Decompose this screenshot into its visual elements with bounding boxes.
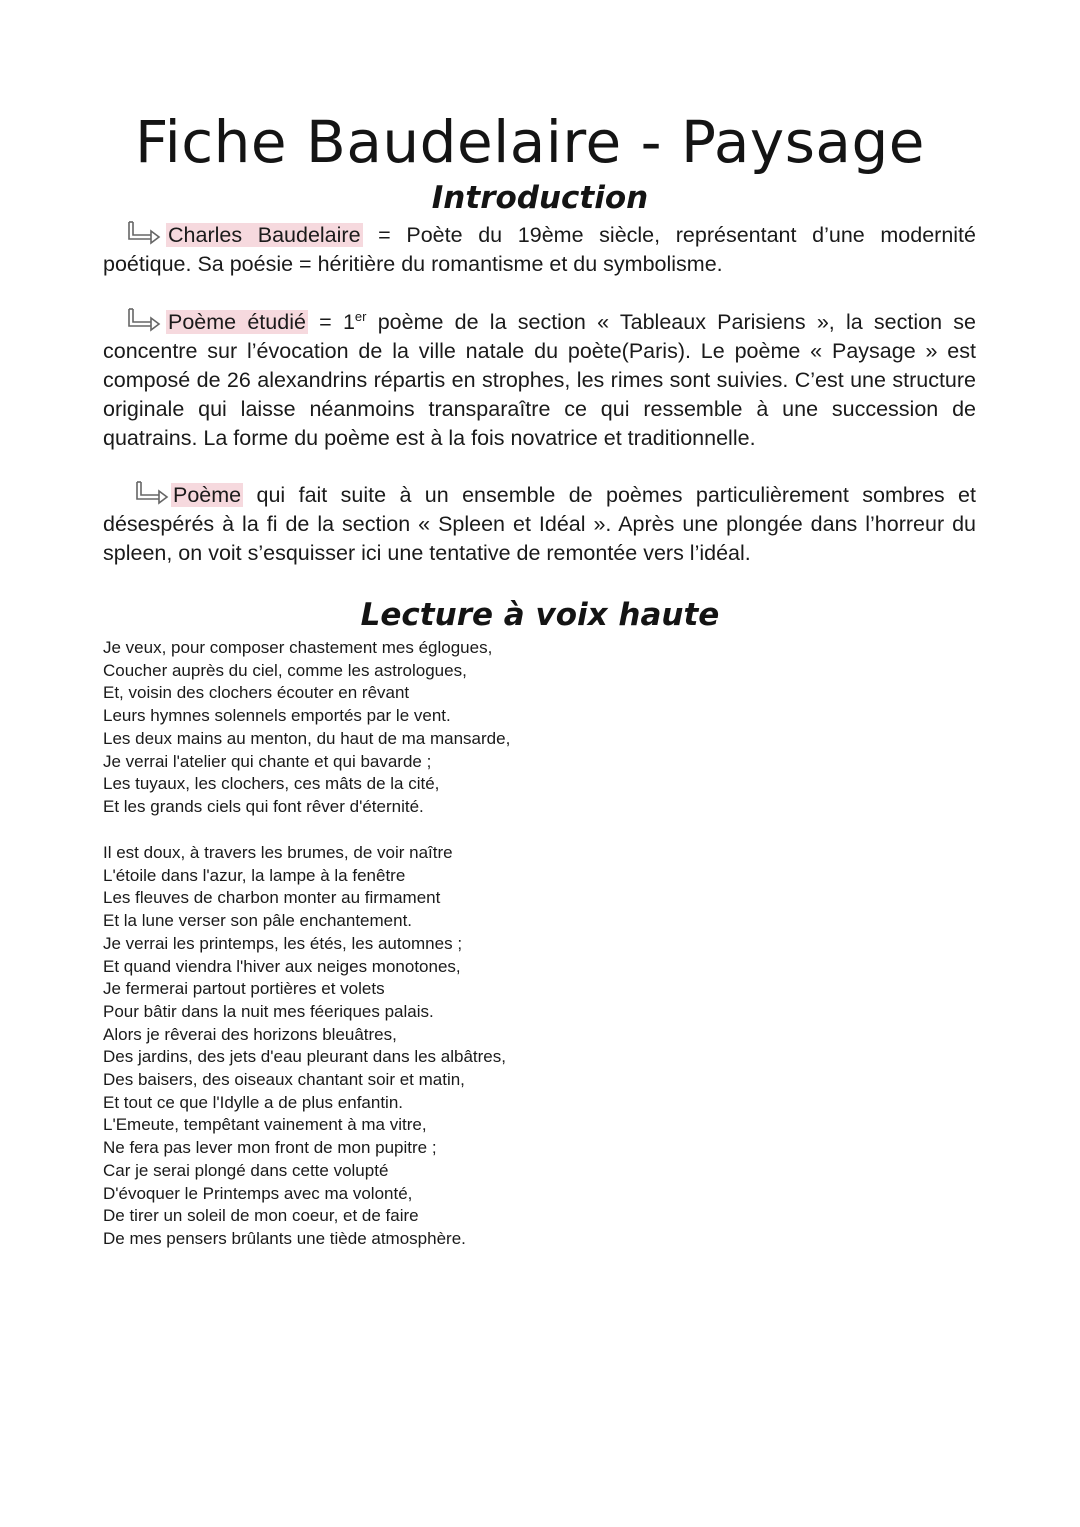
paragraph-text: qui fait suite à un ensemble de poèmes particulièrement sombres et désespérés à la fi de la section « Spleen et Idéal ». Après une plongée dans l’horreur du spleen, on voit s’esquisser ici une tentative de remontée vers l’idéal. — [103, 483, 976, 565]
arrow-turn-right-icon — [125, 307, 163, 337]
poem-line: Ne fera pas lever mon front de mon pupitre ; — [103, 1138, 437, 1158]
highlight-poeme-etudie: Poème étudié — [168, 310, 306, 334]
paragraph-text: = Poète du 19ème siècle, représentant d’une modernité poétique. Sa poésie = héritière du romantisme et du symbolisme. — [103, 223, 976, 276]
arrow-turn-right-icon — [133, 480, 171, 510]
poem-stanza-1 — [103, 637, 703, 819]
poem-line: Et les grands ciels qui font rêver d'éternité. — [103, 796, 424, 816]
poem-line: Et la lune verser son pâle enchantement. — [103, 911, 413, 931]
poem-line: Alors je rêverai des horizons bleuâtres, — [103, 1024, 397, 1044]
ordinal-superscript: er — [354, 308, 367, 324]
poem-line: Je fermerai partout portières et volets — [103, 979, 385, 999]
page-title: Fiche Baudelaire - Paysage — [135, 108, 925, 176]
poem-line: Je veux, pour composer chastement mes églogues, — [103, 638, 493, 657]
poem-line: Des jardins, des jets d'eau pleurant dans les albâtres, — [103, 1047, 506, 1067]
arrow-turn-right-icon — [125, 220, 163, 250]
poem-line: Pour bâtir dans la nuit mes féeriques palais. — [103, 1001, 434, 1021]
poem-line: L'Emeute, tempêtant vainement à ma vitre, — [103, 1115, 427, 1135]
poem-line: Les fleuves de charbon monter au firmament — [103, 888, 441, 908]
poem-line: Et quand viendra l'hiver aux neiges monotones, — [103, 956, 461, 976]
intro-paragraph-1 — [103, 220, 976, 279]
poem-line: De mes pensers brûlants une tiède atmosphère. — [103, 1228, 466, 1248]
poem-line: Je verrai l'atelier qui chante et qui bavarde ; — [103, 751, 432, 771]
poem-line: Je verrai les printemps, les étés, les automnes ; — [103, 933, 463, 953]
poem-line: Et, voisin des clochers écouter en rêvant — [103, 683, 410, 703]
poem-line: D'évoquer le Printemps avec ma volonté, — [103, 1183, 413, 1203]
poem-line: Et tout ce que l'Idylle a de plus enfantin. — [103, 1092, 403, 1112]
poem-line: Les tuyaux, les clochers, ces mâts de la cité, — [103, 774, 440, 794]
poem-line: Leurs hymnes solennels emportés par le vent. — [103, 706, 451, 726]
highlight-charles-baudelaire: Charles Baudelaire — [168, 223, 361, 247]
poem-line: Car je serai plongé dans cette volupté — [103, 1160, 389, 1180]
lecture-heading: Lecture à voix haute — [360, 597, 720, 633]
paragraph-text-prefix: = 1 — [307, 310, 355, 334]
introduction-heading: Introduction — [431, 180, 649, 216]
paragraph-text: poème de la section « Tableaux Parisiens », la section se concentre sur l’évocation de la ville natale du poète(Paris). Le poème « Paysage » est composé de 26 alexandrins répartis en strophes, les rimes sont suivies. C’est une structure originale qui laisse néanmoins transparaître ce qui ressemble à une succession de quatrains. La forme du poème est à la fois novatrice et traditionnelle. — [103, 310, 976, 450]
highlight-poeme: Poème — [173, 483, 242, 507]
poem-line: Les deux mains au menton, du haut de ma mansarde, — [103, 728, 511, 748]
intro-paragraph-3 — [103, 480, 976, 568]
poem-line: L'étoile dans l'azur, la lampe à la fenêtre — [103, 865, 406, 885]
poem-line: Coucher auprès du ciel, comme les astrologues, — [103, 660, 467, 680]
intro-paragraph-2 — [103, 307, 976, 453]
poem-line: Il est doux, à travers les brumes, de voir naître — [103, 843, 453, 862]
poem-line: De tirer un soleil de mon coeur, et de faire — [103, 1206, 419, 1226]
poem-stanza-2 — [103, 842, 703, 1251]
poem-line: Des baisers, des oiseaux chantant soir et matin, — [103, 1070, 465, 1090]
